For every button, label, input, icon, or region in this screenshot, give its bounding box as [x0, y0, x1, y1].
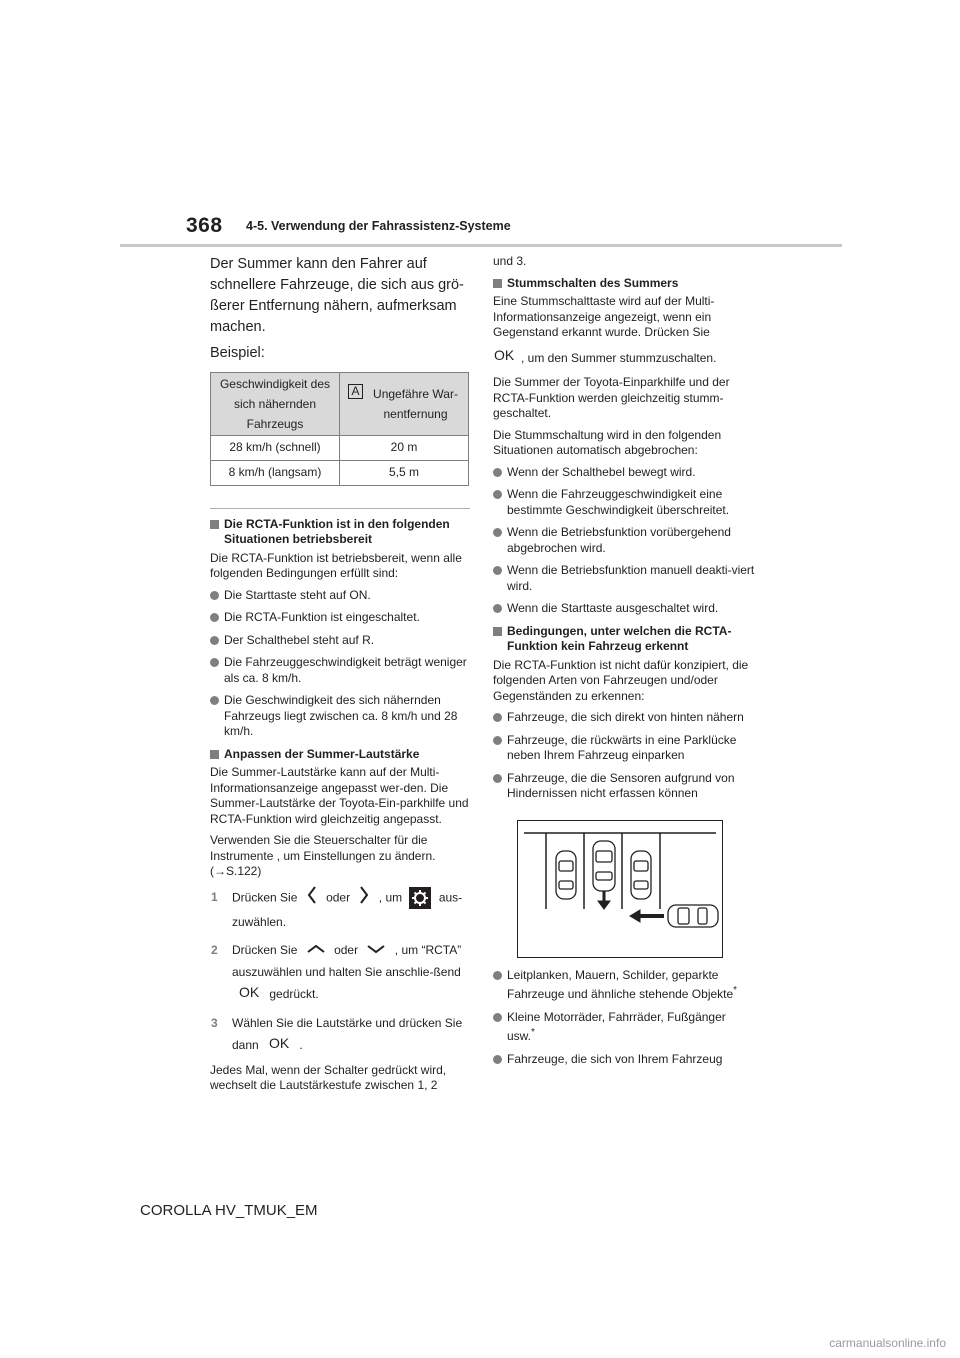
- mute-text-1: Eine Stummschalttaste wird auf der Multi-Informationsanzeige angezeigt, wenn ein Gegenstand erkannt wurde. Drücken Sie: [493, 294, 715, 339]
- list-item: Fahrzeuge, die sich von Ihrem Fahrzeug: [493, 1052, 755, 1068]
- heading-mute: Stummschalten des Summers: [493, 276, 755, 292]
- warning-distance-table: [210, 372, 469, 486]
- volume-text-2: Verwenden Sie die Steuerschalter für die Instrumente , um Einstellungen zu ändern. (→S.122): [210, 833, 436, 878]
- step-1: 1 Drücken Sie oder , um aus-zuwählen.: [210, 886, 470, 933]
- table-header-speed: Geschwindigkeit des sich nähernden Fahrzeugs: [211, 372, 340, 435]
- list-item: Wenn die Starttaste ausgeschaltet wird.: [493, 601, 755, 617]
- section-title: 4-5. Verwendung der Fahrassistenz-Systeme: [246, 219, 511, 233]
- list-item: Die RCTA-Funktion ist eingeschaltet.: [210, 610, 470, 626]
- footer-model-code: COROLLA HV_TMUK_EM: [140, 1202, 318, 1219]
- table-header-distance: A Ungefähre War-nentfernung: [340, 372, 469, 435]
- own-car: [593, 841, 615, 891]
- page-number: 368: [186, 214, 223, 237]
- chevron-up-icon: [307, 939, 325, 961]
- chevron-left-icon: [307, 886, 317, 911]
- left-column: [210, 254, 470, 1100]
- table-cell-speed: 8 km/h (langsam): [211, 460, 340, 485]
- list-item: Kleine Motorräder, Fahrräder, Fußgänger usw.*: [493, 1010, 755, 1045]
- intro-text: Der Summer kann den Fahrer auf schnellere Fahrzeuge, die sich aus grö-ßerer Entfernung nähern, aufmerksam machen.: [210, 256, 464, 335]
- mute-text-1b: OK , um den Summer stummzuschalten.: [493, 347, 755, 370]
- list-item: Wenn die Betriebsfunktion manuell deakti-viert wird.: [493, 563, 755, 594]
- header-rule: [120, 244, 842, 247]
- volume-text-3: Jedes Mal, wenn der Schalter gedrückt wird, wechselt die Lautstärkestufe zwischen 1, 2: [210, 1062, 447, 1093]
- label-a-tag: A: [348, 384, 363, 399]
- list-item: Wenn die Betriebsfunktion vorübergehend abgebrochen wird.: [493, 525, 755, 556]
- step-2: 2 Drücken Sie oder , um “RCTA” auszuwählen und halten Sie anschlie-ßend OK gedrückt.: [210, 939, 470, 1007]
- mute-text-2: Die Summer der Toyota-Einparkhilfe und der RCTA-Funktion werden gleichzeitig stumm-geschaltet.: [493, 375, 730, 421]
- list-item: Leitplanken, Mauern, Schilder, geparkte Fahrzeuge und ähnliche stehende Objekte*: [493, 968, 755, 1003]
- table-cell-speed: 28 km/h (schnell): [211, 435, 340, 460]
- list-item: Die Fahrzeuggeschwindigkeit beträgt weniger als ca. 8 km/h.: [210, 655, 470, 686]
- section-divider: [210, 508, 470, 509]
- list-item: Fahrzeuge, die rückwärts in eine Parklücke neben Ihrem Fahrzeug einparken: [493, 733, 755, 764]
- list-item: Fahrzeuge, die die Sensoren aufgrund von Hindernissen nicht erfassen können: [493, 771, 755, 802]
- no-detect-text: Die RCTA-Funktion ist nicht dafür konzipiert, die folgenden Arten von Fahrzeugen und/oder Gegenständen zu erkennen:: [493, 657, 749, 703]
- chevron-right-icon: [359, 886, 369, 911]
- table-row: [211, 435, 469, 460]
- mute-text-3: Die Stummschaltung wird in den folgenden Situationen automatisch abgebrochen:: [493, 427, 722, 458]
- table-row: [211, 460, 469, 485]
- heading-volume: Anpassen der Summer-Lautstärke: [210, 747, 470, 763]
- example-label: Beispiel:: [210, 345, 265, 361]
- ok-button-icon: [268, 1035, 290, 1057]
- approaching-car: [668, 905, 718, 927]
- parked-car: [631, 851, 651, 899]
- list-item: Die Geschwindigkeit des sich nähernden Fahrzeugs liegt zwischen ca. 8 km/h und 28 km/h.: [210, 693, 470, 740]
- list-item: Wenn die Fahrzeuggeschwindigkeit eine bestimmte Geschwindigkeit überschreitet.: [493, 487, 755, 518]
- approach-arrow: [630, 910, 664, 922]
- step-3: 3 Wählen Sie die Lautstärke und drücken Sie dann OK .: [210, 1012, 470, 1057]
- watermark-text: carmanualsonline.info: [829, 1336, 946, 1350]
- list-item: Fahrzeuge, die sich direkt von hinten nähern: [493, 710, 755, 726]
- ok-button-icon: [493, 347, 515, 369]
- list-item: Wenn der Schalthebel bewegt wird.: [493, 465, 755, 481]
- volume-text-1: Die Summer-Lautstärke kann auf der Multi-Informationsanzeige angepasst wer-den. Die Summer-Lautstärke der Toyota-Ein-parkhilfe und RCTA-Funktion wird gleichzeitig angepasst.: [210, 765, 469, 826]
- gear-icon: [409, 887, 431, 909]
- parking-illustration: [517, 820, 723, 958]
- table-cell-distance: 5,5 m: [340, 460, 469, 485]
- reverse-arrow: [598, 891, 610, 909]
- right-column: [493, 254, 755, 1074]
- svg-text:OK: OK: [269, 1035, 290, 1050]
- continued-text: und 3.: [493, 254, 527, 268]
- list-item: Die Starttaste steht auf ON.: [210, 588, 470, 604]
- rcta-ready-text: Die RCTA-Funktion ist betriebsbereit, wenn alle folgenden Bedingungen erfüllt sind:: [210, 550, 462, 580]
- chevron-down-icon: [367, 939, 385, 961]
- svg-text:OK: OK: [494, 348, 515, 363]
- list-item: Der Schalthebel steht auf R.: [210, 633, 470, 649]
- table-cell-distance: 20 m: [340, 435, 469, 460]
- parked-car: [556, 851, 576, 899]
- ok-button-icon: [238, 984, 260, 1006]
- svg-text:OK: OK: [239, 985, 260, 1000]
- heading-no-detect: Bedingungen, unter welchen die RCTA-Funktion kein Fahrzeug erkennt: [493, 624, 755, 655]
- heading-rcta-ready: Die RCTA-Funktion ist in den folgenden Situationen betriebsbereit: [210, 517, 470, 548]
